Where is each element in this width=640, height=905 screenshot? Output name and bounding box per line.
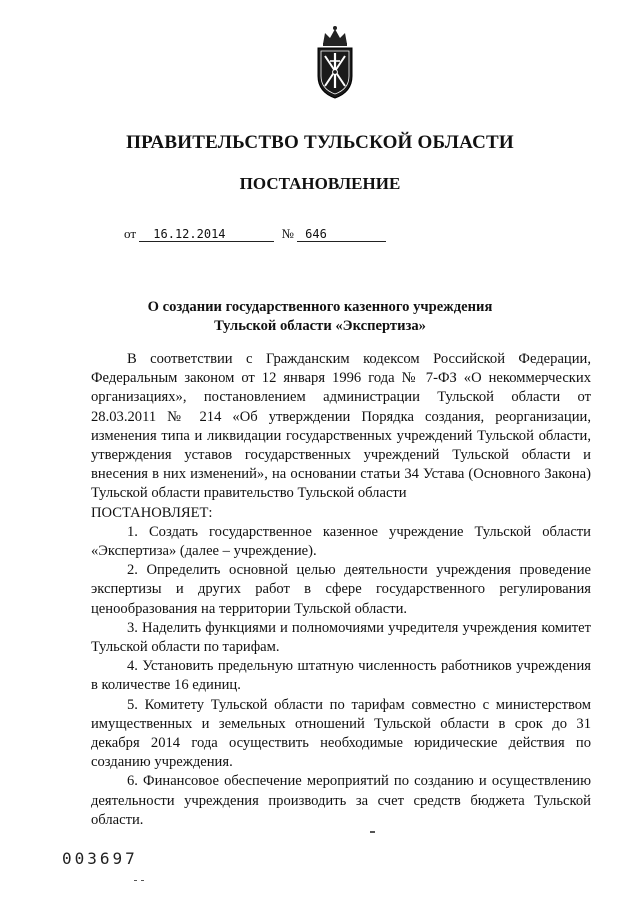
subject-line-2: Тульской области «Экспертиза» [214,318,426,334]
from-label: от [124,226,137,241]
subject-line-1: О создании государственного казенного учреждения [147,299,493,315]
list-item: 4. Установить предельную штатную численность работников учреждения в количестве 16 единиц. [91,658,591,694]
decree-body [91,350,591,830]
preamble-paragraph: В соответствии с Гражданским кодексом Российской Федерации, Федеральным законом от 12 января 1996 года № 7-ФЗ «О некоммерческих организациях», постановлением администрации Тульской области от 28.03.2011 № 214 «Об утверждении Порядка создания, реорганизации, изменения типа и ликвидации государственных учреждений Тульской области, утверждения уставов государственных учреждений Тульской области и внесения в них изменений», на основании статьи 34 Устава (Основного Закона) Тульской области правительство Тульской области [91,351,591,502]
list-item: 6. Финансовое обеспечение мероприятий по созданию и осуществлению деятельности учреждения производить за счет средств бюджета Тульской области. [91,773,591,828]
decree-date: 16.12.2014 [139,227,274,242]
serial-number: 003697 [62,849,138,868]
tula-coat-of-arms-icon [313,24,357,100]
list-item: 3. Наделить функциями и полномочиями учредителя учреждения комитет Тульской области по тарифам. [91,619,591,656]
scan-speck [370,831,375,833]
list-item: 1. Создать государственное казенное учреждение Тульской области «Экспертиза» (далее – учреждение). [91,523,591,560]
dateline [124,226,386,242]
list-item: 5. Комитету Тульской области по тарифам совместно с министерством имущественных и земельных отношений Тульской области в срок до 31 декабря 2014 года осуществить необходимые юридические действия по созданию учреждения. [91,696,591,771]
decree-type: ПОСТАНОВЛЕНИЕ [239,174,401,193]
number-label: № [281,226,294,241]
list-item: 2. Определить основной целью деятельности учреждения проведение экспертизы и других работ в сфере государственного регулирования ценообразования на территории Тульской области. [91,562,591,617]
scan-speck [141,880,144,881]
scan-speck [134,880,137,881]
decree-number: 646 [297,227,386,242]
decree-subject [0,298,640,336]
government-title: ПРАВИТЕЛЬСТВО ТУЛЬСКОЙ ОБЛАСТИ [126,132,514,153]
resolves-heading: ПОСТАНОВЛЯЕТ: [91,504,213,521]
